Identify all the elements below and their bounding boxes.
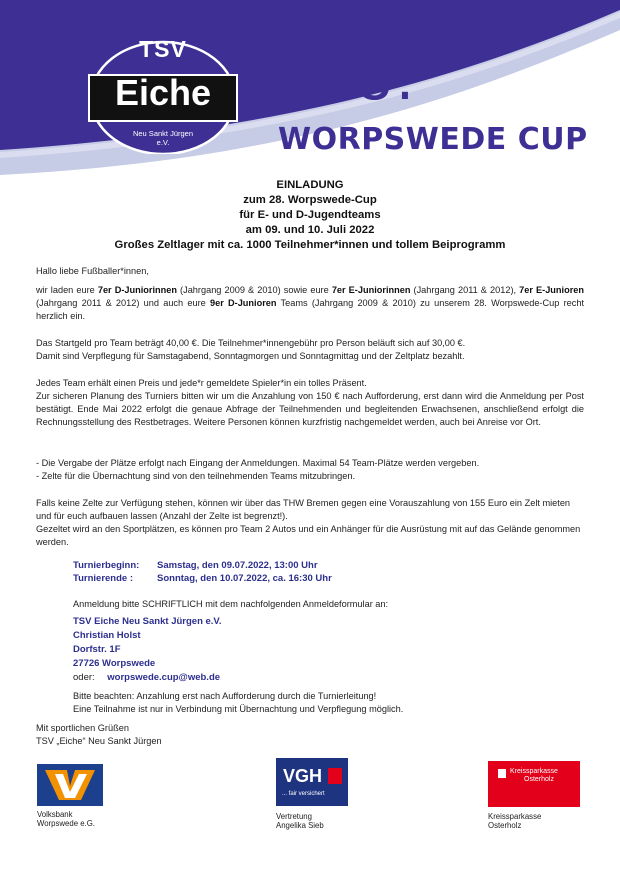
- schedule: [73, 559, 453, 585]
- note-line1: Bitte beachten: Anzahlung erst nach Aufforderung durch die Turnierleitung!: [73, 691, 377, 701]
- sponsor-caption-line2: Osterholz: [488, 821, 522, 830]
- sponsor-caption-line1: Volksbank: [37, 810, 73, 819]
- camping-text: Gezeltet wird an den Sportplätzen, es können pro Team 2 Autos und ein Anhänger für die Ausrüstung mit auf das Gelände genommen werden.: [36, 524, 581, 547]
- p1-text2: (Jahrgang 2009 & 2010) sowie eure: [176, 285, 332, 295]
- p1-text3: (Jahrgang 2011 & 2012),: [410, 285, 520, 295]
- p1-bold4: 9er D-Junioren: [209, 298, 277, 308]
- logo-subtitle: [84, 129, 242, 147]
- ks-logo-name: Kreissparkasse: [510, 768, 558, 775]
- p1-bold2: 7er E-Juniorinnen: [331, 285, 411, 295]
- rules-list: [36, 457, 584, 483]
- tents-text: Falls keine Zelte zur Verfügung stehen, können wir über das THW Bremen gegen eine Vorauszahlung von 155 Euro ein Zelt mieten und für euch aufbauen lassen (Anzahl der Zelte ist begrenzt!).: [36, 498, 571, 521]
- closing: [36, 722, 584, 748]
- vgh-emblem-icon: [328, 768, 342, 784]
- sponsor-caption-volksbank: [37, 810, 95, 828]
- end-value: Sonntag, den 10.07.2022, ca. 16:30 Uhr: [157, 573, 332, 584]
- rule-item: - Die Vergabe der Plätze erfolgt nach Eingang der Anmeldungen. Maximal 54 Team-Plätze werden vergeben.: [36, 458, 480, 468]
- sparkasse-s-icon: [498, 769, 506, 778]
- logo-eiche-text: Eiche: [114, 72, 212, 113]
- p1-bold3: 7er E-Junioren: [519, 285, 584, 295]
- street: Dorfstr. 1F: [73, 644, 121, 655]
- closing-line2: TSV „Eiche“ Neu Sankt Jürgen: [36, 736, 162, 746]
- vgh-logo: [276, 758, 348, 806]
- kreissparkasse-logo: [488, 761, 580, 807]
- schedule-begin-row: [73, 559, 453, 572]
- ks-logo-city: Osterholz: [524, 776, 554, 783]
- heading-line2: zum 28. Worpswede-Cup: [243, 194, 377, 206]
- fees-line1: Das Startgeld pro Team beträgt 40,00 €. Die Teilnehmer*innengebühr pro Person beläuft sich auf 30,00 €.: [36, 338, 466, 348]
- closing-line1: Mit sportlichen Grüßen: [36, 723, 129, 733]
- registration-intro: Anmeldung bitte SCHRIFTLICH mit dem nachfolgenden Anmeldeformular an:: [73, 599, 389, 609]
- paragraph-fees: [36, 337, 584, 363]
- planning-rest: Zur sicheren Planung des Turniers bitten wir um die Anzahlung von 150 € nach Aufforderung, erst dann wird die Anmeldung per Post bestätigt. Ende Mai 2022 erfolgt die genaue Abfrage der Teilnehmenden und begleitenden Erwachsenen, anschließend erfolgt die Rechnungsstellung des Restbetrages. Weitere Personen können kurzfristig nachgemeldet werden, auch bei Anreise vor Ort.: [36, 391, 584, 427]
- registration-address: [73, 615, 222, 685]
- logo-tsv-text: TSV: [139, 36, 187, 62]
- registration-notes: [73, 690, 593, 716]
- paragraph-teams: [36, 284, 584, 323]
- sponsor-caption-line1: Kreissparkasse: [488, 812, 542, 821]
- vgh-slogan: ... fair versichert: [282, 791, 325, 797]
- invitation-heading: [0, 178, 620, 253]
- p1-text5: Teams (Jahrgang 2009 & 2010) zu unserem 28. Worpswede-Cup recht herzlich ein.: [36, 298, 584, 321]
- end-label: Turnierende :: [73, 573, 133, 584]
- begin-label: Turnierbeginn:: [73, 560, 140, 571]
- sponsor-caption-line2: Worpswede e.G.: [37, 819, 95, 828]
- cup-title: WORPSWEDE CUP: [278, 122, 588, 157]
- vgh-logo-text: VGH: [283, 766, 323, 786]
- note-line2: Eine Teilnahme ist nur in Verbindung mit Übernachtung und Verpflegung möglich.: [73, 704, 404, 714]
- heading-line5: Großes Zeltlager mit ca. 1000 Teilnehmer*innen und tollem Beiprogramm: [114, 239, 506, 251]
- paragraph-planning: [36, 377, 584, 429]
- logo-subtitle-line1: Neu Sankt Jürgen: [132, 129, 194, 138]
- fees-line2: Damit sind Verpflegung für Samstagabend, Sonntagmorgen und Sonntagmittag und der Zeltplatz bezahlt.: [36, 351, 465, 361]
- paragraph-tents: [36, 497, 584, 549]
- email-link[interactable]: worpswede.cup@web.de: [107, 672, 221, 683]
- sponsor-caption-line2: Angelika Sieb: [276, 821, 324, 830]
- sponsor-caption-line1: Vertretung: [276, 812, 312, 821]
- email-or-label: oder:: [73, 672, 95, 683]
- email-row: [73, 671, 222, 685]
- schedule-end-row: [73, 572, 453, 585]
- volksbank-mark-icon: [37, 764, 103, 806]
- heading-line4: am 09. und 10. Juli 2022: [245, 224, 375, 236]
- contact-person: Christian Holst: [73, 630, 141, 641]
- heading-line3: für E- und D-Jugendteams: [239, 209, 381, 221]
- logo-subtitle-line2: e.V.: [156, 138, 170, 147]
- volksbank-logo: [37, 764, 103, 806]
- p1-text4: (Jahrgang 2011 & 2012) und auch eure: [36, 298, 210, 308]
- club-name: TSV Eiche Neu Sankt Jürgen e.V.: [73, 616, 222, 627]
- greeting: Hallo liebe Fußballer*innen,: [36, 266, 149, 276]
- edition-number: 28.: [316, 45, 418, 113]
- begin-value: Samstag, den 09.07.2022, 13:00 Uhr: [157, 560, 318, 571]
- p1-text1: wir laden eure: [36, 285, 98, 295]
- sponsor-caption-kreissparkasse: [488, 812, 541, 830]
- city: 27726 Worpswede: [73, 658, 156, 669]
- rule-item: - Zelte für die Übernachtung sind von den teilnehmenden Teams mitzubringen.: [36, 471, 356, 481]
- heading-line1: EINLADUNG: [276, 179, 344, 191]
- p1-bold1: 7er D-Juniorinnen: [97, 285, 177, 295]
- planning-line1: Jedes Team erhält einen Preis und jede*r gemeldete Spieler*in ein tolles Präsent.: [36, 378, 367, 388]
- club-logo: [84, 34, 242, 154]
- sponsor-caption-vgh: [276, 812, 324, 830]
